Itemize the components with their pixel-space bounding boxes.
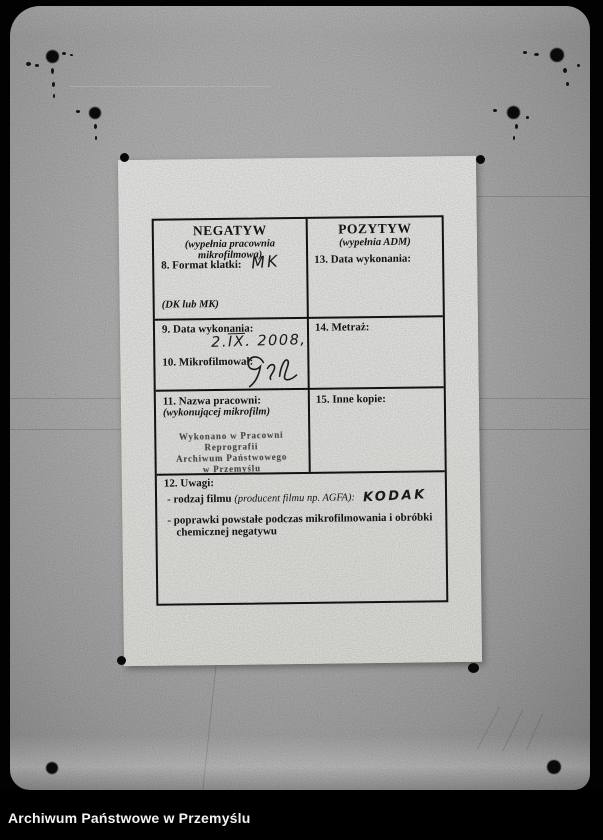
ink-speck [95,136,97,140]
ink-speck [62,52,66,55]
stamp-line-2: Archiwum Państwowego [175,451,288,465]
ink-speck [566,82,569,86]
signature-scribble [239,351,305,390]
pozytyw-title: POZYTYW [338,220,412,237]
ink-speck [26,62,31,66]
ink-speck [94,124,97,129]
ink-speck [70,54,73,56]
paper-pin [117,656,126,665]
ink-dot [547,760,561,774]
date-day: 2. [210,334,229,351]
stamp-line-3: w Przemyślu [202,463,261,475]
ink-speck [493,109,497,112]
ink-speck [563,68,567,73]
cell-data-mikrofilmowal [155,319,308,390]
ink-speck [52,82,55,87]
cell-nazwa-pracowni [156,390,309,474]
uwagi-item2: - poprawki powstałe podczas mikrofilmowania i obróbki chemicznej negatywu [167,511,433,539]
field-11-label: 11. Nazwa pracowni: [162,394,262,408]
ink-speck [76,110,80,113]
ink-speck [51,68,54,74]
field-14-label: 14. Metraż: [314,321,370,334]
scratch-line [477,707,500,750]
scratch-line [502,710,523,752]
cell-pozytyw-header [308,217,443,317]
paper-pin [476,155,485,164]
negatyw-title: NEGATYW [192,222,267,239]
ink-speck [515,124,518,129]
ink-speck [35,64,39,67]
field-13-label: 13. Data wykonania: [314,252,412,266]
ink-dot [46,762,58,774]
scratch-line [199,654,217,790]
ink-dot [46,50,59,63]
cell-negatyw-header [154,219,307,319]
date-month: $\overline{IX}$ [227,333,246,351]
field-11-sublabel: (wykonującej mikrofilm) [162,406,271,419]
archive-caption: Archiwum Państwowe w Przemyślu [8,810,251,826]
ink-speck [534,53,539,56]
microfilm-form-table [152,215,449,606]
cell-uwagi [157,472,447,604]
scratch-line [526,714,543,751]
field-9-label: 9. Data wykonania: [161,322,254,336]
uwagi-item1-prefix: - rodzaj filmu [166,492,235,506]
pozytyw-subtitle: (wypełnia ADM) [339,236,411,249]
film-background [10,6,590,790]
field-8-hint: (DK lub MK) [161,298,219,311]
form-paper [118,156,482,666]
date-year: . 2008, [244,332,307,350]
ink-speck [526,116,529,119]
field-8-label: 8. Format klatki: [161,258,242,272]
ink-speck [53,94,55,98]
stamp-line-1: Wykonano w Pracowni Reprografii [178,429,284,453]
workshop-stamp [158,429,305,476]
field-10-label: 10. Mikrofilmował: [162,355,254,369]
paper-pin [468,663,479,673]
ink-speck [513,136,515,140]
field-12-label: 12. Uwagi: [163,477,215,490]
uwagi-item1-handwritten-value: KODAK [362,487,427,506]
cell-inne-kopie [310,388,445,472]
uwagi-item1-paren: (producent filmu np. AGFA): [234,492,356,505]
field-8-handwritten-value: MK [250,251,281,273]
field-9-handwritten-date [211,332,307,351]
scratch-line [70,86,270,87]
paper-pin [120,153,129,162]
cell-metraz [309,317,444,388]
negatyw-subtitle: (wypełnia pracownia mikrofilmowa) [184,238,276,262]
ink-dot [550,48,564,62]
caption-bar [0,790,603,840]
ink-speck [577,64,580,67]
ink-dot [89,107,101,119]
ink-dot [507,106,520,119]
ink-speck [523,51,527,54]
field-15-label: 15. Inne kopie: [315,392,386,406]
